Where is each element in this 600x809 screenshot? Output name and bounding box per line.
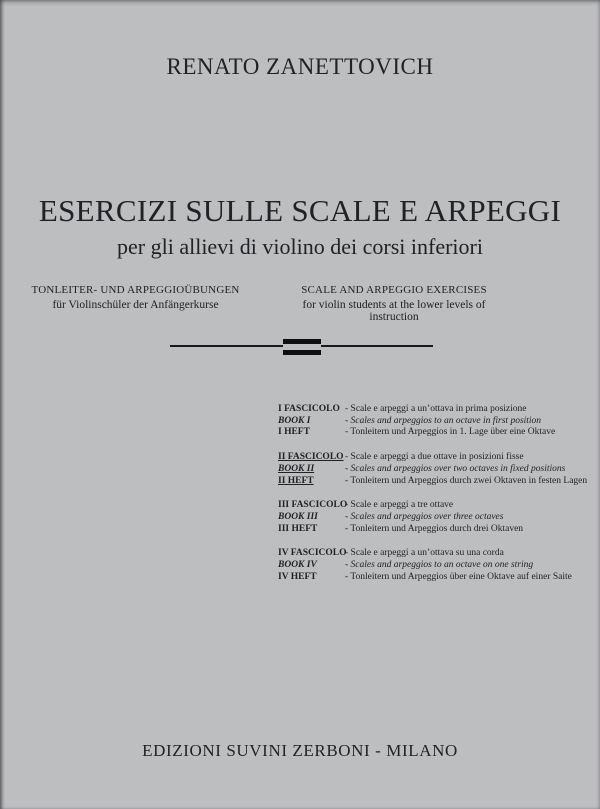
catalog-label: II HEFT xyxy=(278,475,314,486)
subtitle-english-title: SCALE AND ARPEGGIO EXERCISES xyxy=(301,284,487,296)
subtitle-german-title: TONLEITER- UND ARPEGGIOÜBUNGEN xyxy=(31,284,240,296)
book-entry-4 xyxy=(278,548,587,583)
divider-rule xyxy=(170,338,433,356)
catalog-row xyxy=(278,524,587,536)
catalog-row xyxy=(278,476,587,488)
page-title: ESERCIZI SULLE SCALE E ARPEGGI xyxy=(38,193,562,228)
catalog-desc: - Scale e arpeggi a due ottave in posizioni fisse xyxy=(345,452,524,463)
catalog-label: III FASCICOLO xyxy=(278,500,348,511)
catalog-row xyxy=(278,548,587,560)
catalog-desc: - Scales and arpeggios to an octave on one string xyxy=(345,560,534,571)
catalog-desc: - Scale e arpeggi a tre ottave xyxy=(345,500,454,511)
catalog-row xyxy=(278,452,587,464)
catalog-desc: - Scale e arpeggi a un’ottava in prima posizione xyxy=(345,404,527,414)
catalog-row xyxy=(278,560,587,572)
catalog-row xyxy=(278,404,587,416)
divider-ornament-bar xyxy=(283,350,321,355)
book-entry-1 xyxy=(278,404,587,439)
subtitle-english xyxy=(278,284,510,323)
catalog-label: BOOK IV xyxy=(278,560,317,571)
publisher-imprint: EDIZIONI SUVINI ZERBONI - MILANO xyxy=(142,741,458,760)
catalog-label: BOOK III xyxy=(278,511,318,522)
catalog-desc: - Tonleitern und Arpeggios über eine Oktave auf einer Saite xyxy=(345,571,572,582)
catalog-label: BOOK II xyxy=(278,463,315,474)
catalog-row xyxy=(278,416,587,428)
catalog-label: II FASCICOLO xyxy=(278,452,344,463)
catalog-desc: - Scale e arpeggi a un’ottava su una corda xyxy=(345,548,504,559)
catalog-desc: - Tonleitern und Arpeggios durch zwei Oktaven in festen Lagen xyxy=(345,475,588,486)
catalog-desc: - Tonleitern und Arpeggios durch drei Oktaven xyxy=(345,523,524,534)
catalog-label: IV FASCICOLO xyxy=(278,548,347,559)
subtitle-english-sub: for violin students at the lower levels of instruction xyxy=(302,299,486,323)
divider-ornament-bar xyxy=(283,339,321,344)
catalog-row xyxy=(278,427,587,439)
catalog-desc: - Scales and arpeggios over two octaves in fixed positions xyxy=(345,463,566,474)
catalog-desc: - Tonleitern und Arpeggios in 1. Lage über eine Oktave xyxy=(345,427,556,438)
catalog-row xyxy=(278,512,587,524)
book-catalog xyxy=(278,404,587,596)
catalog-label: I HEFT xyxy=(278,427,310,438)
catalog-label: BOOK I xyxy=(278,415,311,426)
page-subtitle: per gli allievi di violino dei corsi inferiori xyxy=(117,234,483,259)
catalog-label: I FASCICOLO xyxy=(278,404,340,414)
catalog-desc: - Scales and arpeggios to an octave in first position xyxy=(345,415,542,426)
catalog-row xyxy=(278,500,587,512)
catalog-label: IV HEFT xyxy=(278,571,317,582)
subtitle-german xyxy=(28,284,243,311)
book-entry-3 xyxy=(278,500,587,535)
catalog-row xyxy=(278,464,587,476)
subtitle-german-sub: für Violinschüler der Anfängerkurse xyxy=(52,299,219,311)
author-name: RENATO ZANETTOVICH xyxy=(166,54,434,79)
divider-ornament xyxy=(283,339,321,355)
catalog-row xyxy=(278,572,587,584)
catalog-desc: - Scales and arpeggios over three octaves xyxy=(345,511,504,522)
book-entry-2-current xyxy=(278,452,587,487)
catalog-label: III HEFT xyxy=(278,523,318,534)
